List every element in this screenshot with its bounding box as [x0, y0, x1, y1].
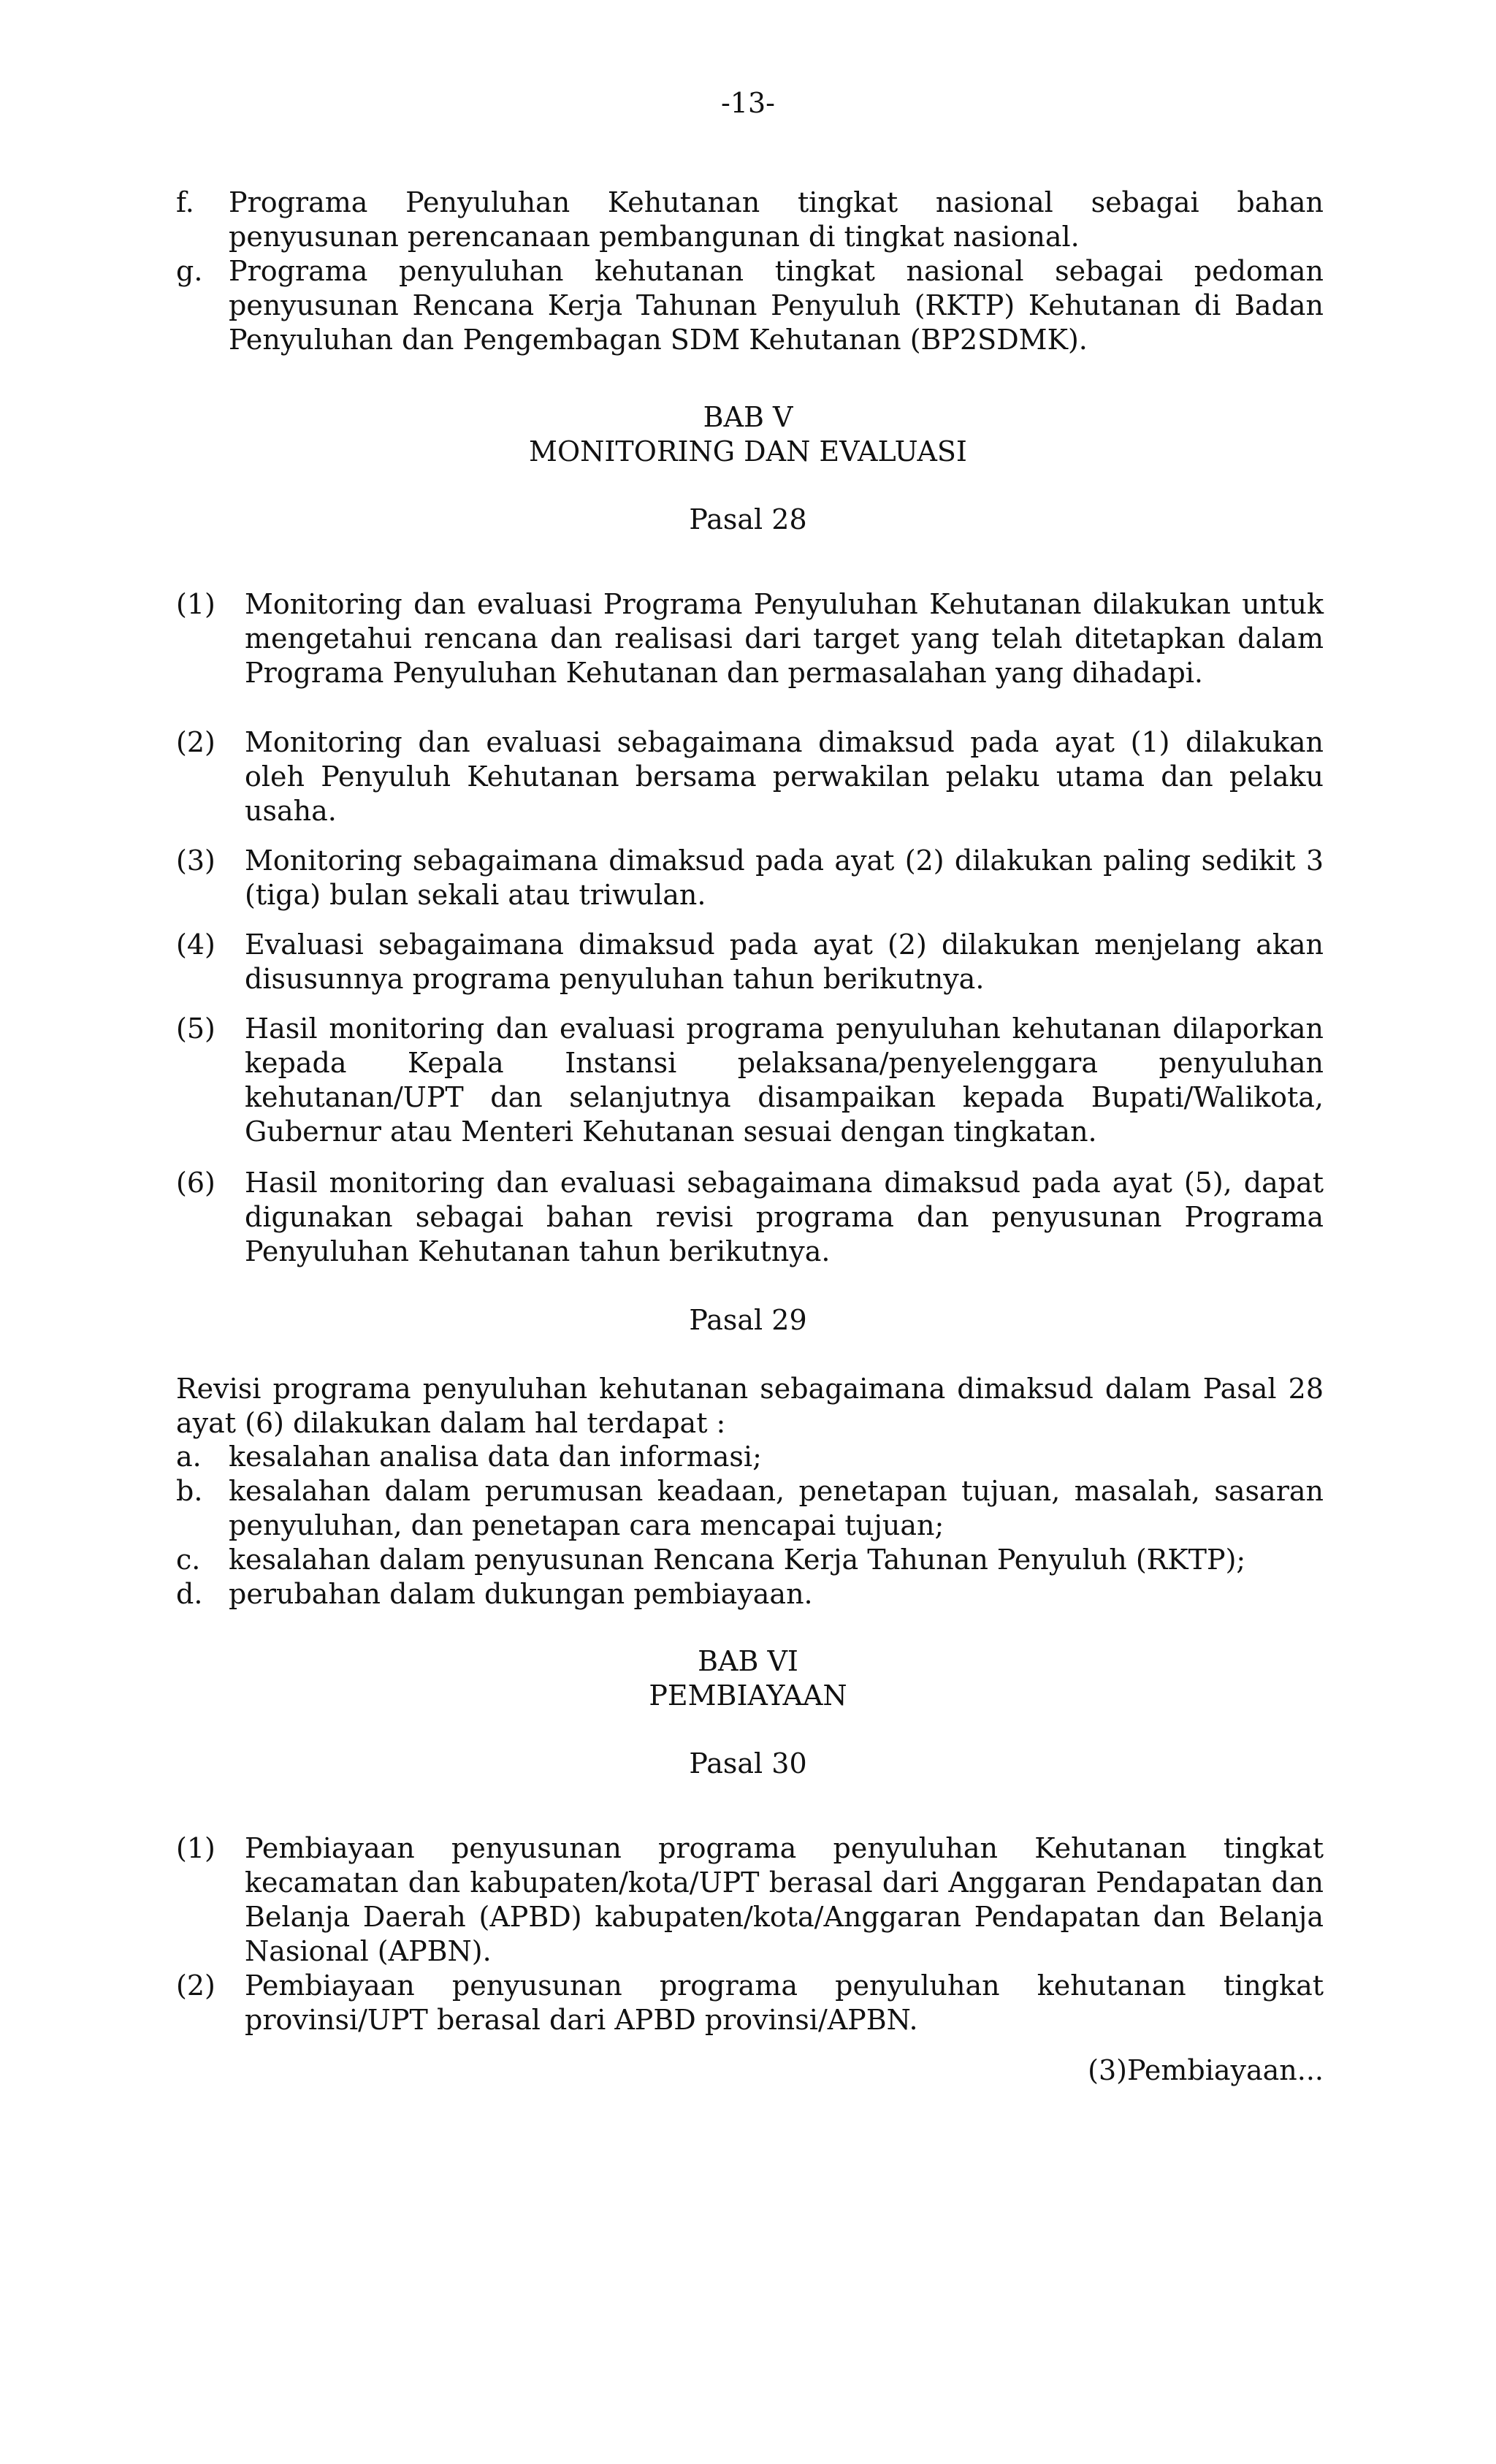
list-item-g: [176, 254, 1324, 357]
article-title: Pasal 29: [689, 1304, 807, 1336]
clause-text: Pembiayaan penyusunan programa penyuluhan kehutanan tingkat provinsi/UPT berasal dari APBD provinsi/APBN.: [245, 1969, 1324, 2036]
article-clause: [176, 1012, 1324, 1149]
list-item-text: kesalahan analisa data dan informasi;: [229, 1441, 762, 1473]
list-marker: b.: [176, 1475, 203, 1507]
chapter-title: BAB VI: [698, 1645, 798, 1677]
article-clause: [176, 928, 1324, 996]
list-item: [176, 1543, 1324, 1577]
list-marker: c.: [176, 1544, 201, 1576]
list-item-text: Programa penyuluhan kehutanan tingkat nasional sebagai pedoman penyusunan Rencana Kerja Tahunan Penyuluh (RKTP) Kehutanan di Badan Penyuluhan dan Pengembagan SDM Kehutanan (BP2SDMK).: [229, 255, 1324, 356]
article-clause: [176, 1831, 1324, 1969]
clause-text: Hasil monitoring dan evaluasi programa penyuluhan kehutanan dilaporkan kepada Kepala Instansi pelaksana/penyelenggara penyuluhan kehutanan/UPT dan selanjutnya disampaikan kepada Bupati/Walikota, Gubernur atau Menteri Kehutanan sesuai dengan tingkatan.: [245, 1012, 1324, 1148]
article-paragraph: Revisi programa penyuluhan kehutanan sebagaimana dimaksud dalam Pasal 28 ayat (6) dilakukan dalam hal terdapat :: [176, 1373, 1324, 1439]
clause-marker: (3): [176, 844, 215, 877]
list-item-text: kesalahan dalam perumusan keadaan, penetapan tujuan, masalah, sasaran penyuluhan, dan penetapan cara mencapai tujuan;: [229, 1475, 1324, 1541]
article-title: Pasal 30: [689, 1747, 807, 1780]
list-item: [176, 1577, 1324, 1611]
clause-text: Evaluasi sebagaimana dimaksud pada ayat (2) dilakukan menjelang akan disusunnya programa penyuluhan tahun berikutnya.: [245, 928, 1324, 995]
article-clause: [176, 1969, 1324, 2037]
chapter-title: BAB V: [703, 401, 793, 433]
list-marker: g.: [176, 255, 203, 287]
article-clause: [176, 844, 1324, 912]
continuation-note: (3)Pembiayaan...: [1088, 2054, 1324, 2086]
clause-text: Monitoring sebagaimana dimaksud pada ayat (2) dilakukan paling sedikit 3 (tiga) bulan sekali atau triwulan.: [245, 844, 1324, 911]
list-item: [176, 1440, 1324, 1474]
clause-marker: (1): [176, 1832, 215, 1864]
list-marker: d.: [176, 1578, 203, 1610]
clause-text: Pembiayaan penyusunan programa penyuluhan Kehutanan tingkat kecamatan dan kabupaten/kota/UPT berasal dari Anggaran Pendapatan dan Belanja Daerah (APBD) kabupaten/kota/Anggaran Pendapatan dan Belanja Nasional (APBN).: [245, 1832, 1324, 1967]
clause-text: Monitoring dan evaluasi Programa Penyuluhan Kehutanan dilakukan untuk mengetahui rencana dan realisasi dari target yang telah ditetapkan dalam Programa Penyuluhan Kehutanan dan permasalahan yang dihadapi.: [245, 588, 1324, 689]
clause-text: Monitoring dan evaluasi sebagaimana dimaksud pada ayat (1) dilakukan oleh Penyuluh Kehutanan bersama perwakilan pelaku utama dan pelaku usaha.: [245, 726, 1324, 827]
page-number: -13-: [720, 87, 776, 119]
clause-marker: (4): [176, 928, 215, 961]
article-title: Pasal 28: [689, 503, 807, 535]
chapter-subtitle: PEMBIAYAAN: [649, 1679, 847, 1712]
article-clause: [176, 587, 1324, 690]
clause-marker: (6): [176, 1167, 215, 1199]
list-marker: a.: [176, 1441, 202, 1473]
clause-text: Hasil monitoring dan evaluasi sebagaimana dimaksud pada ayat (5), dapat digunakan sebagai bahan revisi programa dan penyusunan Programa Penyuluhan Kehutanan tahun berikutnya.: [245, 1167, 1324, 1267]
chapter-subtitle: MONITORING DAN EVALUASI: [529, 435, 967, 468]
article-clause: [176, 1166, 1324, 1269]
clause-marker: (2): [176, 1969, 215, 2002]
clause-marker: (1): [176, 588, 215, 620]
list-item-text: Programa Penyuluhan Kehutanan tingkat nasional sebagai bahan penyusunan perencanaan pembangunan di tingkat nasional.: [229, 186, 1324, 253]
list-item-f: [176, 186, 1324, 254]
list-item: [176, 1474, 1324, 1543]
list-item-text: kesalahan dalam penyusunan Rencana Kerja Tahunan Penyuluh (RKTP);: [229, 1544, 1246, 1576]
clause-marker: (2): [176, 726, 215, 758]
list-item-text: perubahan dalam dukungan pembiayaan.: [229, 1578, 813, 1610]
article-clause: [176, 725, 1324, 828]
list-marker: f.: [176, 186, 194, 218]
clause-marker: (5): [176, 1012, 215, 1045]
